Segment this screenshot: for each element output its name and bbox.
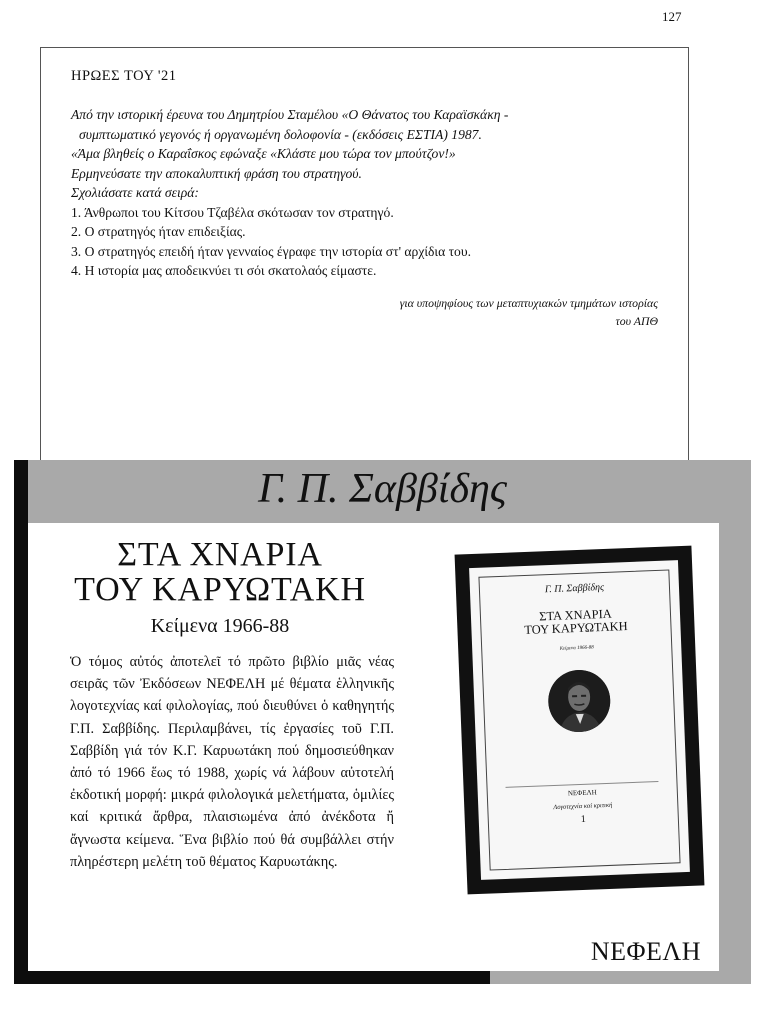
notice-intro-line: Ερμηνεύσατε την αποκαλυπτική φράση του στρατηγού. — [71, 165, 362, 181]
cover-title-line: ΣΤΑ ΧΝΑΡΙΑ — [538, 606, 613, 624]
decorative-bar — [14, 971, 490, 984]
signature-line: του ΑΠΘ — [615, 314, 658, 328]
ad-title-line: ΣΤΑ ΧΝΑΡΙΑ — [117, 536, 323, 573]
notice-intro-line: Από την ιστορική έρευνα του Δημητρίου Σταμέλου «Ο Θάνατος του Καραϊσκάκη - — [71, 107, 509, 122]
book-cover-page — [469, 560, 690, 880]
ad-publisher: ΝΕΦΕΛΗ — [590, 937, 701, 966]
ad-description: Ὁ τόμος αὐτός ἀποτελεῖ τό πρῶτο βιβλίο μιᾶς νέας σειρᾶς τῶν Ἐκδόσεων ΝΕΦΕΛΗ μέ θέματα ἑλληνικῆς λογοτεχνίας καί φιλολογίας, πού διευθύνει ὁ καθηγητής Γ.Π. Σαββίδης. Περιλαμβάνει, τίς ἐργασίες τοῦ Γ.Π. Σαββίδη γιά τόν Κ.Γ. Καρυωτάκη πού δημοσιεύθηκαν ἀπό τό 1966 ἕως τό 1988, χωρίς νά λάβουν αὐτοτελή ἐκδοτική μορφή: μικρά φιλολογικά μελετήματα, ὁμιλίες καί κριτικά ἄρθρα, πλαισιωμένα ἀπό ἀνέκδοτα ἤ ἄγνωστα κείμενα. Ἕνα βιβλίο πού θά συμβάλλει στήν πληρέστερη μελέτη τοῦ θέματος Καρυωτάκης. — [70, 654, 394, 870]
cover-subtitle: Κείμενα 1966-88 — [559, 645, 594, 652]
portrait-image — [547, 669, 611, 733]
notice-intro-line: Σχολιάσατε κατά σειρά: — [71, 185, 199, 200]
notice-body — [71, 105, 661, 281]
page-number: 127 — [662, 9, 682, 24]
signature-line: για υποψηφίους των μεταπτυχιακών τμημάτων ιστορίας — [399, 296, 658, 310]
cover-publisher: ΝΕΦΕΛΗ — [567, 788, 597, 798]
notice-item: 1. Άνθρωποι του Κίτσου Τζαβέλα σκότωσαν τον στρατηγό. — [71, 204, 394, 220]
notice-intro-line: συμπτωματικό γεγονός ή οργανωμένη δολοφονία - (εκδόσεις ΕΣΤΙΑ) 1987. — [79, 126, 482, 142]
notice-item: 3. Ο στρατηγός επειδή ήταν γενναίος έγραφε την ιστορία στ' αρχίδια του. — [71, 243, 471, 259]
cover-author: Γ. Π. Σαββίδης — [544, 581, 605, 596]
cover-series: Λογοτεχνία καί κριτική — [553, 801, 613, 812]
notice-item: 2. Ο στρατηγός ήταν επιδειξίας. — [71, 224, 246, 239]
book-cover-frame — [478, 569, 680, 870]
cover-title-line: ΤΟΥ ΚΑΡΥΩΤΑΚΗ — [524, 619, 628, 638]
notice-signature — [400, 294, 658, 330]
ad-title — [28, 537, 412, 607]
ad-author: Γ. Π. Σαββίδης — [258, 466, 507, 512]
ad-title-line: ΤΟΥ ΚΑΡΥΩΤΑΚΗ — [74, 571, 366, 608]
book-cover — [455, 546, 705, 895]
cover-volume-number: 1 — [580, 813, 587, 826]
book-advertisement — [14, 460, 751, 984]
notice-box — [40, 47, 689, 467]
cover-title — [481, 605, 671, 638]
notice-intro-line: «Άμα βληθείς ο Καραΐσκος εφώναξε «Κλάστε μου τώρα τον μπούτζον!» — [71, 146, 456, 161]
notice-title: ΗΡΩΕΣ ΤΟΥ '21 — [71, 68, 177, 84]
ad-panel — [28, 523, 719, 971]
notice-item: 4. Η ιστορία μας αποδεικνύει τι σόι σκατολαός είμαστε. — [71, 263, 377, 278]
decorative-bar — [14, 460, 28, 984]
ad-subtitle: Κείμενα 1966-88 — [150, 615, 290, 637]
